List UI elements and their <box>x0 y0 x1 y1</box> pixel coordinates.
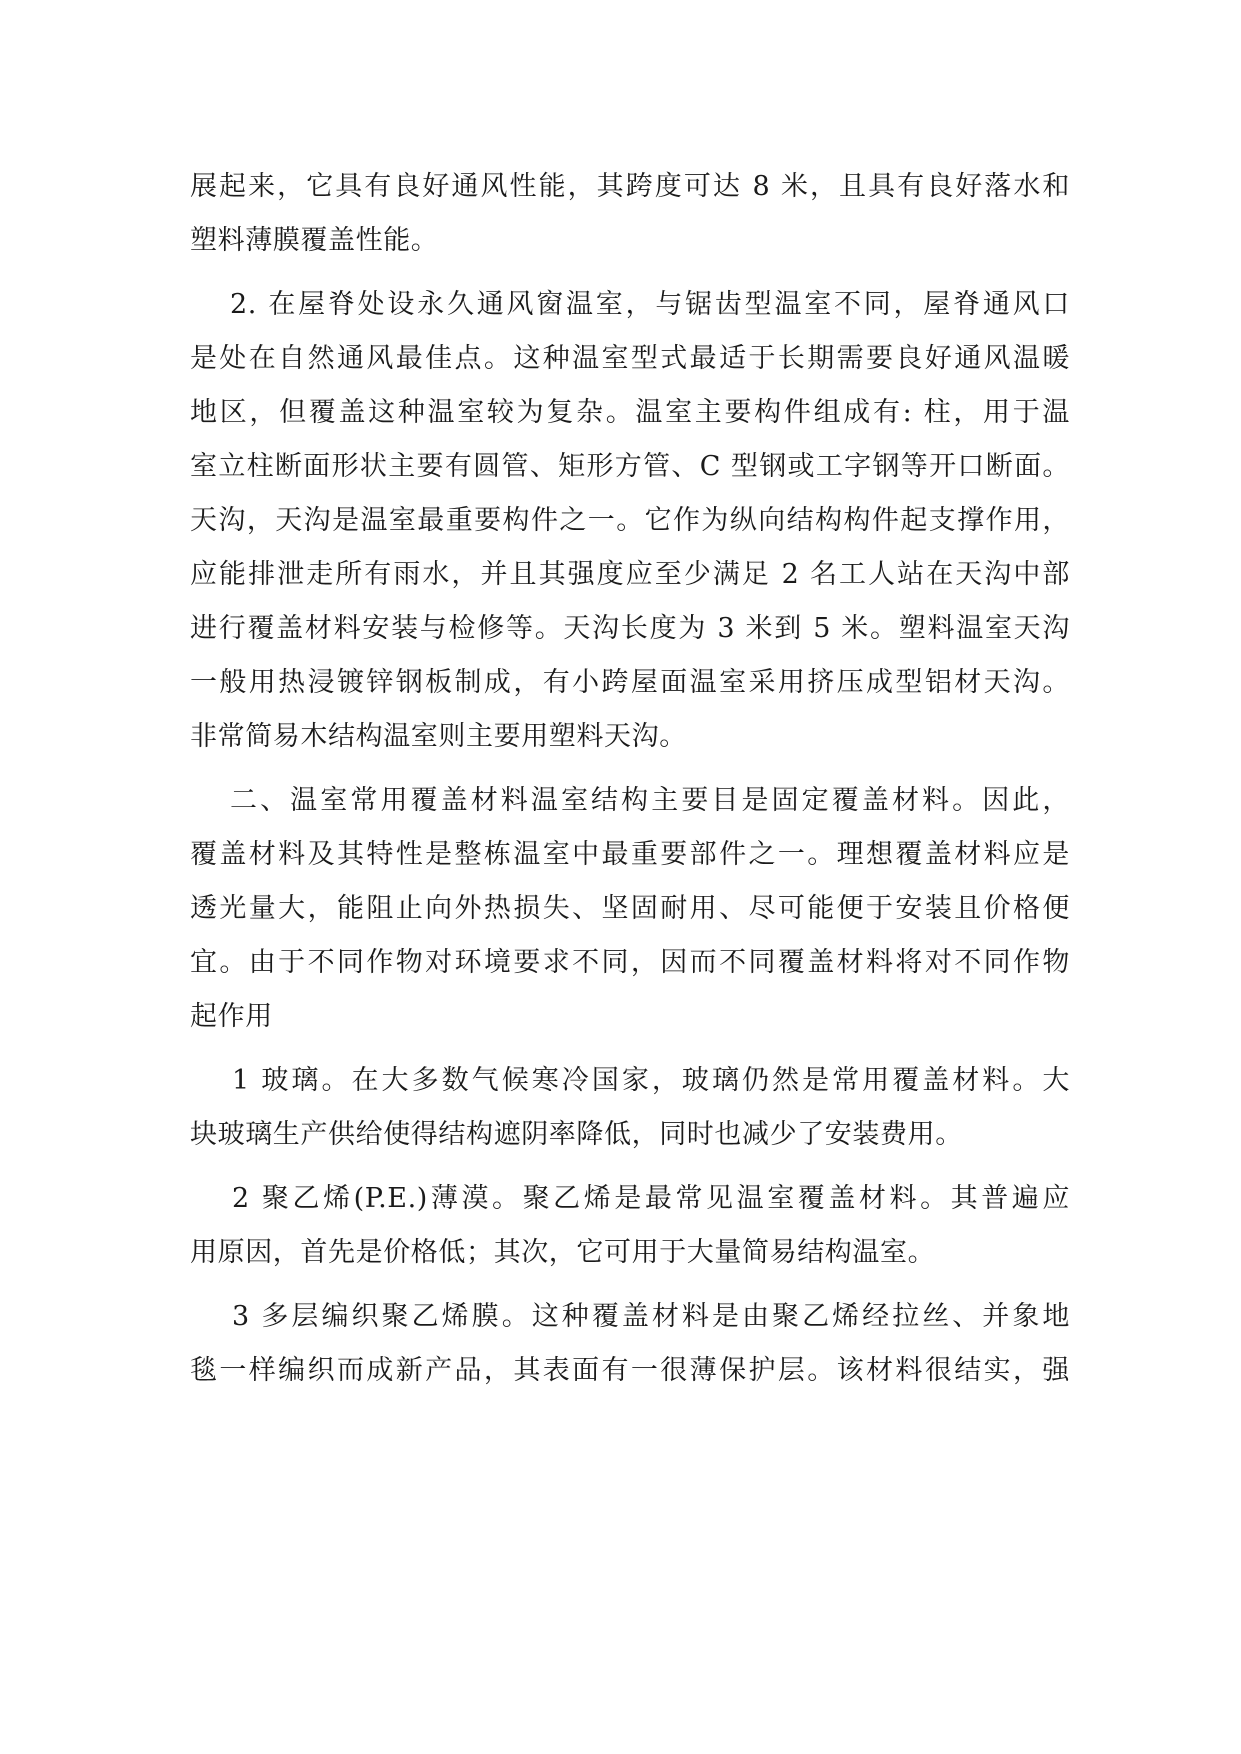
text-line: 地区，但覆盖这种温室较为复杂。温室主要构件组成有: 柱，用于温 <box>190 397 1070 428</box>
text-line: 天沟，天沟是温室最重要构件之一。它作为纵向结构构件起支撑作用， <box>190 505 1070 536</box>
text-line: 是处在自然通风最佳点。这种温室型式最适于长期需要良好通风温暖 <box>190 343 1070 374</box>
text-line: 2. 在屋脊处设永久通风窗温室，与锯齿型温室不同，屋脊通风口 <box>230 289 1070 320</box>
text-line: 室立柱断面形状主要有圆管、矩形方管、C 型钢或工字钢等开口断面。 <box>190 451 1070 482</box>
text-line: 块玻璃生产供给使得结构遮阴率降低，同时也减少了安装费用。 <box>190 1119 963 1150</box>
document-page <box>190 160 1070 1398</box>
list-item-line: 1 玻璃。在大多数气候寒冷国家，玻璃仍然是常用覆盖材料。大 <box>232 1065 1070 1096</box>
text-line: 透光量大，能阻止向外热损失、坚固耐用、尽可能便于安装且价格便 <box>190 893 1070 924</box>
text-line: 展起来，它具有良好通风性能，其跨度可达 8 米，且具有良好落水和 <box>190 171 1070 202</box>
text-line: 宜。由于不同作物对环境要求不同，因而不同覆盖材料将对不同作物 <box>190 947 1070 978</box>
text-line: 覆盖材料及其特性是整栋温室中最重要部件之一。理想覆盖材料应是 <box>190 839 1070 870</box>
list-item-line: 3 多层编织聚乙烯膜。这种覆盖材料是由聚乙烯经拉丝、并象地 <box>232 1301 1070 1332</box>
text-line: 用原因，首先是价格低；其次，它可用于大量简易结构温室。 <box>190 1237 936 1268</box>
text-line: 一般用热浸镀锌钢板制成，有小跨屋面温室采用挤压成型铝材天沟。 <box>190 667 1070 698</box>
text-line: 非常简易木结构温室则主要用塑料天沟。 <box>190 721 687 752</box>
text-line: 毯一样编织而成新产品，其表面有一很薄保护层。该材料很结实，强 <box>190 1355 1070 1386</box>
text-line: 起作用 <box>190 1001 273 1032</box>
list-item-line: 2 聚乙烯(P.E.)薄漠。聚乙烯是最常见温室覆盖材料。其普遍应 <box>232 1183 1070 1214</box>
section-heading-line: 二、温室常用覆盖材料温室结构主要目是固定覆盖材料。因此， <box>230 785 1070 816</box>
text-line: 塑料薄膜覆盖性能。 <box>190 225 439 256</box>
text-line: 进行覆盖材料安装与检修等。天沟长度为 3 米到 5 米。塑料温室天沟 <box>190 613 1070 644</box>
text-line: 应能排泄走所有雨水，并且其强度应至少满足 2 名工人站在天沟中部 <box>190 559 1070 590</box>
